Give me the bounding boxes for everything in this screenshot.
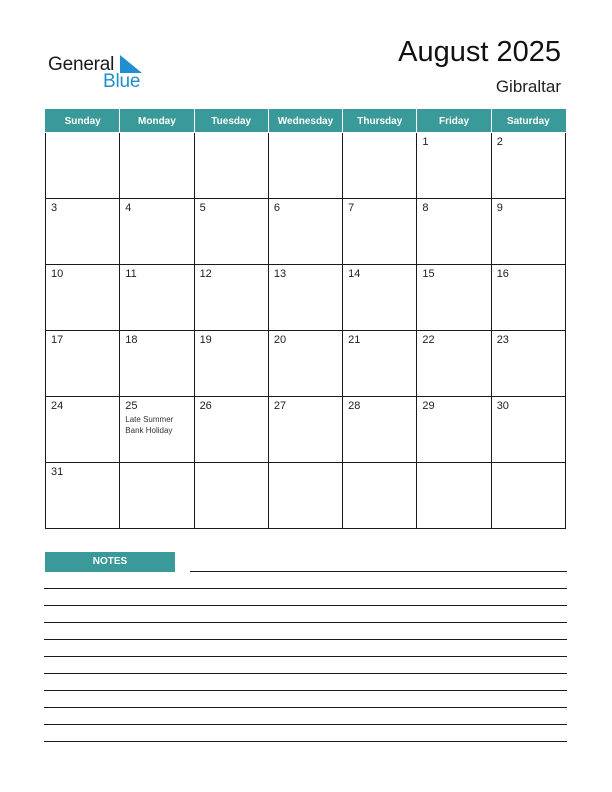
notes-line — [44, 673, 567, 674]
day-number: 1 — [422, 136, 429, 148]
day-cell — [491, 463, 565, 529]
day-cell — [46, 463, 120, 529]
notes-label: NOTES — [45, 552, 175, 572]
day-number: 15 — [422, 268, 435, 280]
day-cell — [46, 265, 120, 331]
calendar-grid — [45, 109, 566, 529]
brand-name-general: General — [48, 54, 115, 75]
day-cell — [46, 199, 120, 265]
day-cell — [46, 331, 120, 397]
day-number — [120, 463, 193, 466]
day-number: 2 — [496, 136, 503, 148]
notes-line — [44, 622, 567, 623]
weekday-header: Tuesday — [194, 110, 268, 133]
day-cell — [417, 397, 491, 463]
day-cell — [491, 397, 565, 463]
day-number — [492, 463, 565, 466]
day-cell — [120, 199, 194, 265]
page-subtitle: Gibraltar — [495, 77, 561, 96]
day-cell — [120, 331, 194, 397]
holiday-label: Late Summer Bank Holiday — [125, 415, 174, 435]
day-cell — [194, 199, 268, 265]
day-number: 12 — [199, 268, 212, 280]
day-number: 31 — [51, 466, 64, 478]
day-number: 21 — [348, 334, 361, 346]
day-cell — [268, 331, 342, 397]
day-cell — [268, 463, 342, 529]
day-cell — [268, 397, 342, 463]
day-cell — [194, 331, 268, 397]
day-number: 10 — [51, 268, 64, 280]
day-number: 19 — [199, 334, 212, 346]
notes-line — [44, 656, 567, 657]
day-cell — [417, 331, 491, 397]
day-number: 5 — [199, 202, 206, 214]
day-cell — [194, 265, 268, 331]
day-cell — [343, 199, 417, 265]
day-number: 16 — [496, 268, 509, 280]
notes-line — [44, 724, 567, 725]
day-number — [269, 463, 342, 466]
day-cell — [343, 463, 417, 529]
day-number — [269, 133, 342, 136]
week-row — [46, 265, 566, 331]
day-number: 3 — [51, 202, 58, 214]
day-number: 11 — [125, 268, 137, 280]
day-cell — [343, 331, 417, 397]
day-number — [343, 133, 416, 136]
weekday-header: Sunday — [46, 110, 120, 133]
day-number: 18 — [125, 334, 138, 346]
weekday-header: Thursday — [343, 110, 417, 133]
day-number: 23 — [496, 334, 509, 346]
day-number — [120, 133, 193, 136]
day-cell — [417, 199, 491, 265]
week-row — [46, 463, 566, 529]
day-number: 8 — [422, 202, 429, 214]
day-number: 29 — [422, 400, 435, 412]
notes-line — [44, 605, 567, 606]
weekday-header: Monday — [120, 110, 194, 133]
notes-line — [190, 571, 567, 572]
day-cell — [120, 397, 194, 463]
day-cell — [491, 331, 565, 397]
notes-line — [44, 588, 567, 589]
day-cell — [491, 133, 565, 199]
day-cell — [417, 133, 491, 199]
week-row — [46, 133, 566, 199]
day-number: 26 — [199, 400, 212, 412]
day-number — [46, 133, 119, 136]
day-cell — [194, 133, 268, 199]
day-cell — [491, 199, 565, 265]
notes-line — [44, 707, 567, 708]
day-number: 9 — [496, 202, 503, 214]
day-cell — [417, 463, 491, 529]
brand-name-blue: Blue — [103, 71, 141, 92]
day-cell — [46, 397, 120, 463]
week-row — [46, 397, 566, 463]
day-cell — [268, 199, 342, 265]
day-cell — [194, 397, 268, 463]
day-cell — [194, 463, 268, 529]
day-cell — [120, 133, 194, 199]
day-number: 7 — [348, 202, 355, 214]
brand-logo — [48, 52, 148, 92]
day-number: 30 — [496, 400, 509, 412]
day-number — [343, 463, 416, 466]
day-number: 4 — [125, 202, 132, 214]
day-number: 27 — [273, 400, 287, 412]
day-cell — [268, 133, 342, 199]
day-cell — [46, 133, 120, 199]
day-cell — [343, 397, 417, 463]
day-number — [195, 133, 268, 136]
week-row — [46, 331, 566, 397]
day-number: 20 — [273, 334, 287, 346]
notes-line — [44, 639, 567, 640]
notes-line — [44, 690, 567, 691]
day-number — [195, 463, 268, 466]
day-cell — [343, 133, 417, 199]
day-number: 25 — [125, 400, 138, 412]
week-row — [46, 199, 566, 265]
weekday-header: Saturday — [491, 110, 565, 133]
day-cell — [268, 265, 342, 331]
day-number: 28 — [348, 400, 361, 412]
weekday-header: Friday — [417, 110, 491, 133]
day-number: 22 — [422, 334, 435, 346]
notes-line — [44, 741, 567, 742]
day-cell — [120, 265, 194, 331]
day-cell — [343, 265, 417, 331]
day-cell — [120, 463, 194, 529]
day-number: 17 — [51, 334, 64, 346]
weekday-header: Wednesday — [268, 110, 342, 133]
day-number: 6 — [273, 202, 280, 214]
page-title: August 2025 — [398, 36, 561, 68]
day-cell — [491, 265, 565, 331]
weekday-header-row — [46, 110, 566, 133]
day-number: 24 — [51, 400, 64, 412]
day-number — [417, 463, 490, 466]
day-number: 14 — [348, 268, 361, 280]
day-number: 13 — [273, 268, 287, 280]
day-cell — [417, 265, 491, 331]
